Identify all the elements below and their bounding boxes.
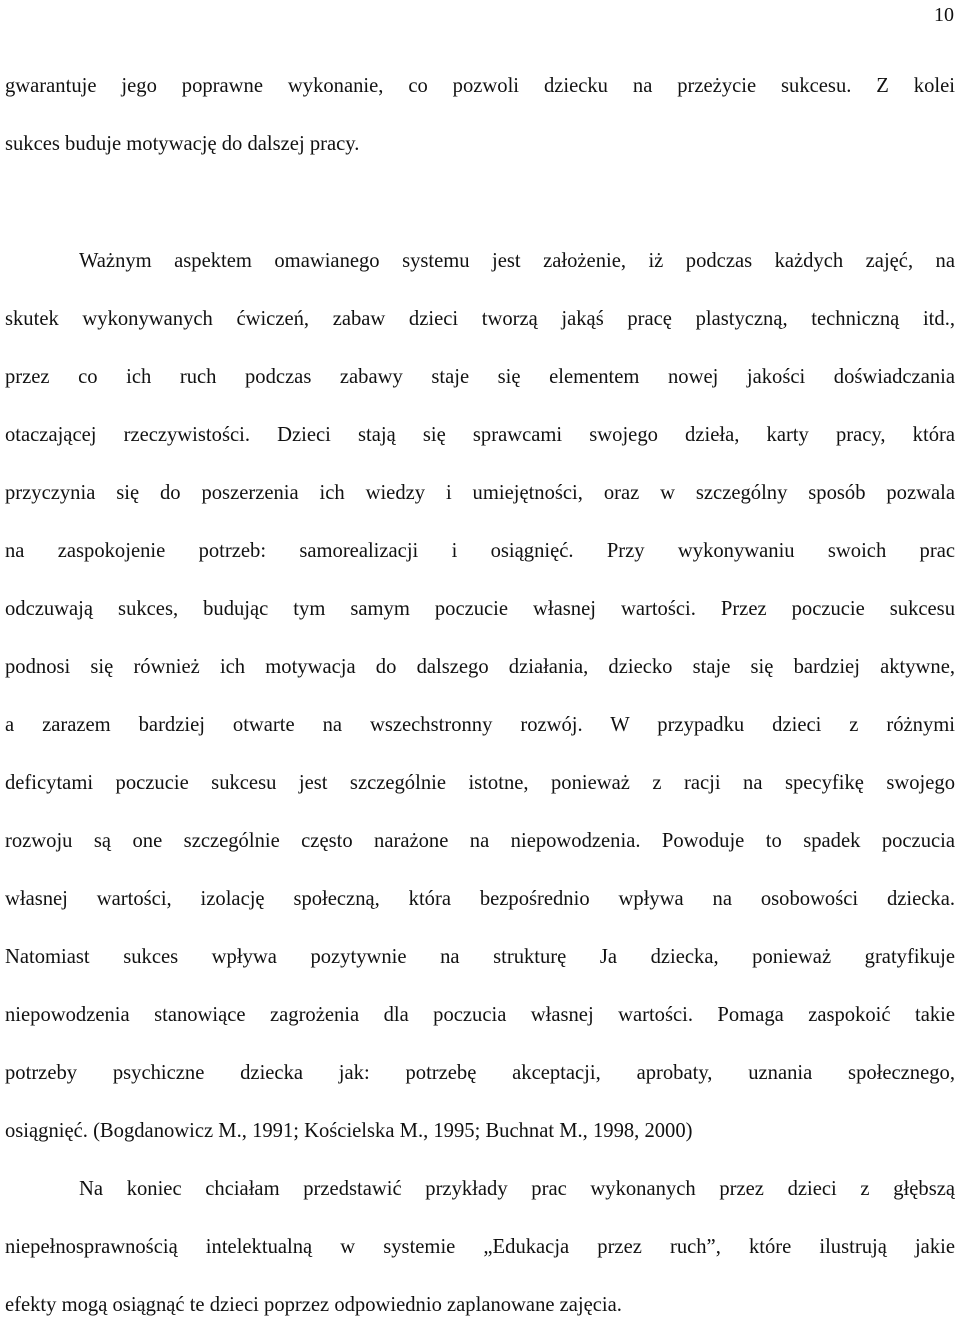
text-line: osiągnięć. (Bogdanowicz M., 1991; Kościelska M., 1995; Buchnat M., 1998, 2000): [5, 1120, 693, 1142]
text-line: efekty mogą osiągnąć te dzieci poprzez odpowiednio zaplanowane zajęcia.: [5, 1294, 622, 1316]
text-line: otaczającej rzeczywistości. Dzieci stają się sprawcami swojego dzieła, karty pracy, która: [5, 424, 955, 446]
text-line: skutek wykonywanych ćwiczeń, zabaw dzieci tworzą jakąś pracę plastyczną, techniczną itd.,: [5, 308, 955, 330]
text-line: gwarantuje jego poprawne wykonanie, co pozwoli dziecku na przeżycie sukcesu. Z kolei: [5, 75, 955, 97]
text-line: rozwoju są one szczególnie często narażone na niepowodzenia. Powoduje to spadek poczucia: [5, 830, 955, 852]
text-line: niepełnosprawnością intelektualną w systemie „Edukacja przez ruch”, które ilustrują jakie: [5, 1236, 955, 1258]
text-line: niepowodzenia stanowiące zagrożenia dla poczucia własnej wartości. Pomaga zaspokoić takie: [5, 1004, 955, 1026]
text-line: podnosi się również ich motywacja do dalszego działania, dziecko staje się bardziej aktywne,: [5, 656, 955, 678]
text-line: Na koniec chciałam przedstawić przykłady prac wykonanych przez dzieci z głębszą: [79, 1178, 955, 1200]
text-line: a zarazem bardziej otwarte na wszechstronny rozwój. W przypadku dzieci z różnymi: [5, 714, 955, 736]
text-line: przyczynia się do poszerzenia ich wiedzy i umiejętności, oraz w szczególny sposób pozwala: [5, 482, 955, 504]
page-number: 10: [934, 4, 954, 26]
text-line: Natomiast sukces wpływa pozytywnie na strukturę Ja dziecka, ponieważ gratyfikuje: [5, 946, 955, 968]
text-line: Ważnym aspektem omawianego systemu jest założenie, iż podczas każdych zajęć, na: [79, 250, 955, 272]
text-line: deficytami poczucie sukcesu jest szczególnie istotne, ponieważ z racji na specyfikę swojego: [5, 772, 955, 794]
text-line: sukces buduje motywację do dalszej pracy.: [5, 133, 360, 155]
text-line: przez co ich ruch podczas zabawy staje się elementem nowej jakości doświadczania: [5, 366, 955, 388]
text-line: własnej wartości, izolację społeczną, która bezpośrednio wpływa na osobowości dziecka.: [5, 888, 955, 910]
text-line: odczuwają sukces, budując tym samym poczucie własnej wartości. Przez poczucie sukcesu: [5, 598, 955, 620]
text-line: potrzeby psychiczne dziecka jak: potrzebę akceptacji, aprobaty, uznania społecznego,: [5, 1062, 955, 1084]
text-line: na zaspokojenie potrzeb: samorealizacji i osiągnięć. Przy wykonywaniu swoich prac: [5, 540, 955, 562]
